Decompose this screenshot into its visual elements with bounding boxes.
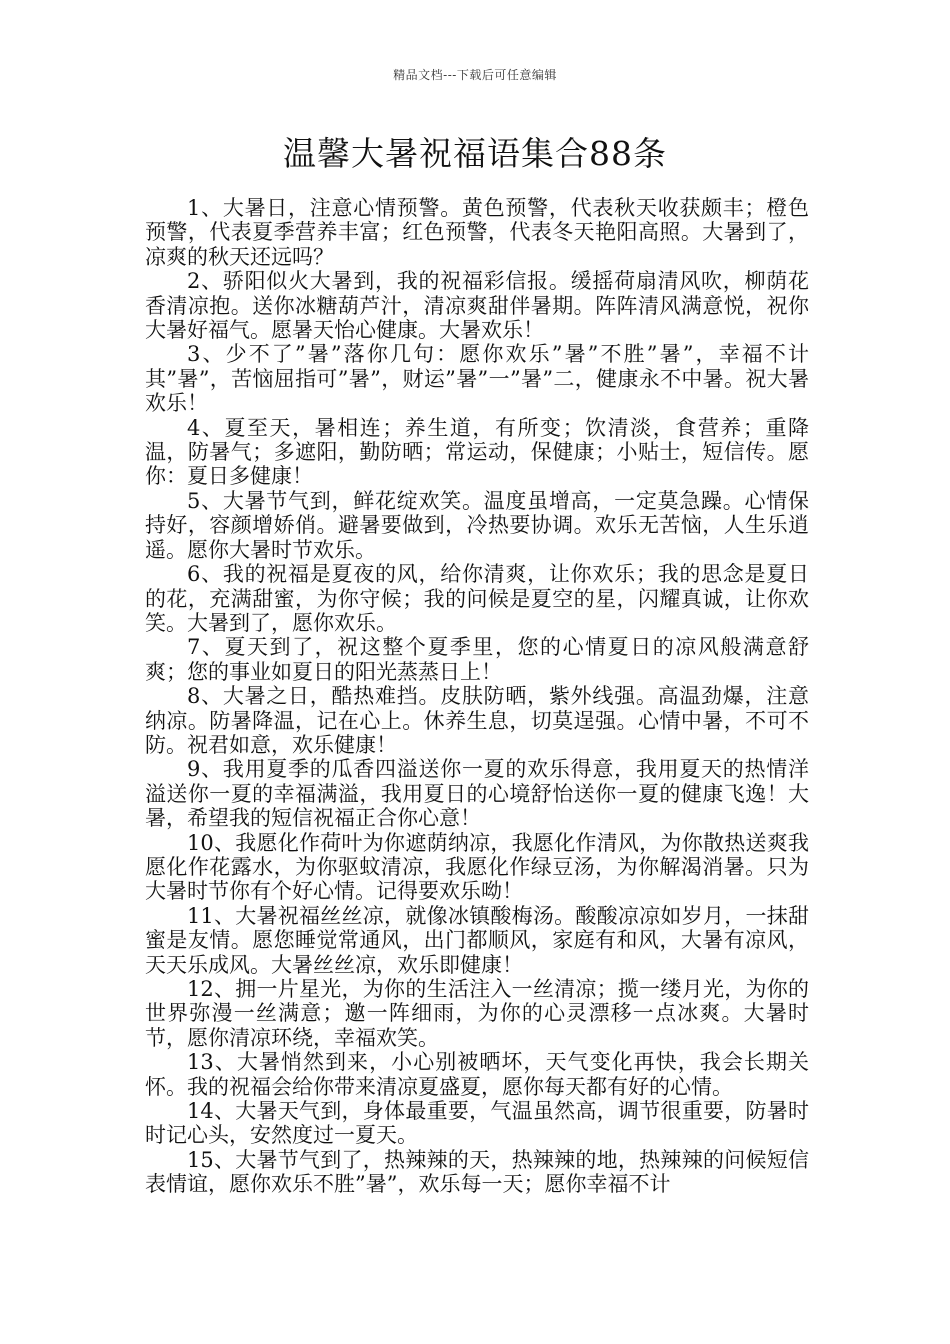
paragraph: 5、大暑节气到，鲜花绽欢笑。温度虽增高，一定莫急躁。心情保持好，容颜增娇俏。避暑要做到，冷热要协调。欢乐无苦恼，人生乐逍遥。愿你大暑时节欢乐。 — [145, 488, 809, 562]
paragraph: 1、大暑日，注意心情预警。黄色预警，代表秋天收获颇丰；橙色预警，代表夏季营养丰富；红色预警，代表冬天艳阳高照。大暑到了，凉爽的秋天还远吗？ — [145, 196, 809, 269]
paragraph: 7、夏天到了，祝这整个夏季里，您的心情夏日的凉风般满意舒爽；您的事业如夏日的阳光蒸蒸日上！ — [145, 635, 809, 684]
document-body — [145, 196, 809, 1197]
paragraph: 2、骄阳似火大暑到，我的祝福彩信报。缓摇荷扇清风吹，柳荫花香清凉抱。送你冰糖葫芦汁，清凉爽甜伴暑期。阵阵清风满意悦，祝你大暑好福气。愿暑天怡心健康。大暑欢乐！ — [145, 269, 809, 343]
paragraph: 9、我用夏季的瓜香四溢送你一夏的欢乐得意，我用夏天的热情洋溢送你一夏的幸福满溢，我用夏日的心境舒怡送你一夏的健康飞逸！大暑，希望我的短信祝福正合你心意！ — [145, 757, 809, 831]
paragraph: 12、拥一片星光，为你的生活注入一丝清凉；揽一缕月光，为你的世界弥漫一丝满意；邀一阵细雨，为你的心灵漂移一点冰爽。大暑时节，愿你清凉环绕，幸福欢笑。 — [145, 977, 809, 1050]
paragraph: 6、我的祝福是夏夜的风，给你清爽，让你欢乐；我的思念是夏日的花，充满甜蜜，为你守候；我的问候是夏空的星，闪耀真诚，让你欢笑。大暑到了，愿你欢乐。 — [145, 562, 809, 635]
paragraph: 3、少不了”暑”落你几句：愿你欢乐”暑”不胜”暑”，幸福不计其”暑”，苦恼屈指可”暑”，财运”暑”一”暑”二，健康永不中暑。祝大暑欢乐！ — [145, 342, 809, 416]
paragraph: 15、大暑节气到了，热辣辣的天，热辣辣的地，热辣辣的问候短信表情谊，愿你欢乐不胜”暑”，欢乐每一天；愿你幸福不计 — [145, 1147, 809, 1197]
paragraph: 13、大暑悄然到来，小心别被晒坏，天气变化再快，我会长期关怀。我的祝福会给你带来清凉夏盛夏，愿你每天都有好的心情。 — [145, 1050, 809, 1099]
paragraph: 11、大暑祝福丝丝凉，就像冰镇酸梅汤。酸酸凉凉如岁月，一抹甜蜜是友情。愿您睡觉常通风，出门都顺风，家庭有和风，大暑有凉风，天天乐成风。大暑丝丝凉，欢乐即健康！ — [145, 903, 809, 977]
document-title: 温馨大暑祝福语集合88条 — [283, 134, 667, 173]
paragraph: 14、大暑天气到，身体最重要，气温虽然高，调节很重要，防暑时时记心头，安然度过一夏天。 — [145, 1099, 809, 1148]
header-note: 精品文档---下载后可任意编辑 — [393, 68, 557, 82]
paragraph: 10、我愿化作荷叶为你遮荫纳凉，我愿化作清风，为你散热送爽我愿化作花露水，为你驱蚊清凉，我愿化作绿豆汤，为你解渴消暑。只为大暑时节你有个好心情。记得要欢乐呦！ — [145, 830, 809, 904]
paragraph: 8、大暑之日，酷热难挡。皮肤防晒，紫外线强。高温劲爆，注意纳凉。防暑降温，记在心上。休养生息，切莫逞强。心情中暑，不可不防。祝君如意，欢乐健康！ — [145, 684, 809, 757]
paragraph: 4、夏至天，暑相连；养生道，有所变；饮清淡，食营养；重降温，防暑气；多遮阳，勤防晒；常运动，保健康；小贴士，短信传。愿你：夏日多健康！ — [145, 415, 809, 489]
